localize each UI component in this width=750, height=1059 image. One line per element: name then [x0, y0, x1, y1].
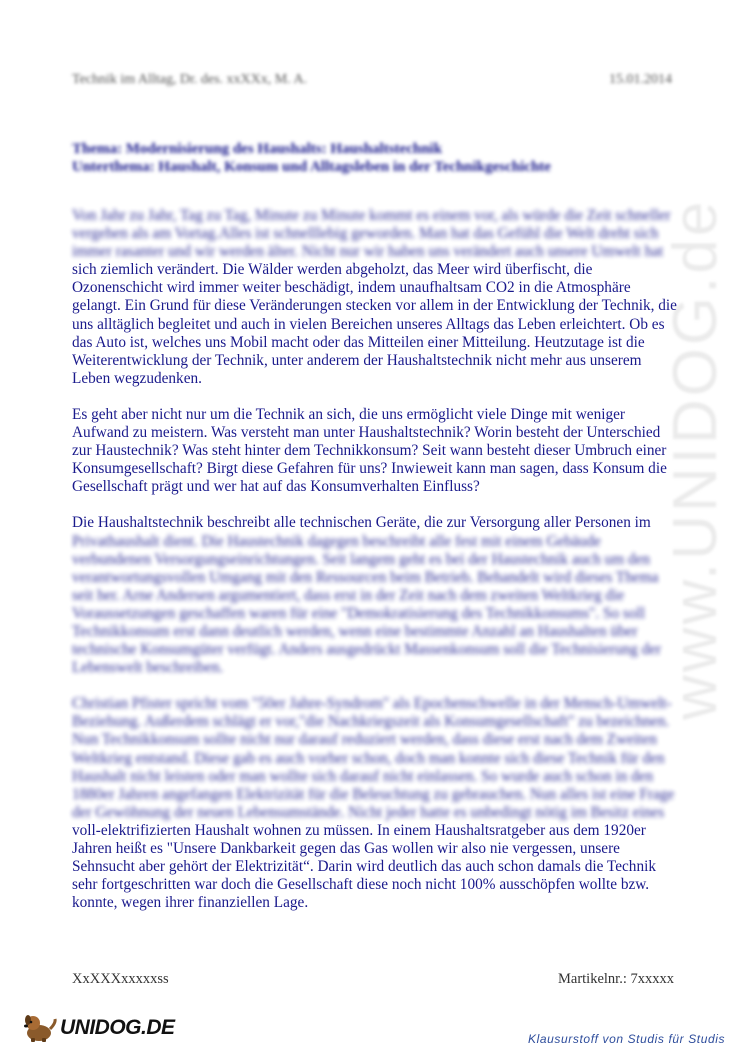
footer-matriculation: Martikelnr.: 7xxxxx: [558, 971, 674, 987]
paragraph-2-text: Es geht aber nicht nur um die Technik an sich, die uns ermöglicht viele Dinge mit weniger Aufwand zu meistern. Was versteht man unter Haushaltstechnik? Worin besteht der Unterschied zur Haustechnik? Was steht hinter dem Technikkonsum? Seit wann besteht dieser Umbruch einer Konsumgesellschaft? Birgt diese Gefahren für uns? Inwieweit kann man sagen, dass Konsum die Gesellschaft prägt und wer hat auf das Konsumverhalten Einfluss?: [72, 405, 667, 496]
header-course: Technik im Alltag, Dr. des. xxXXx, M. A.: [72, 72, 308, 87]
paragraph-4-blurred: Christian Pfister spricht vom "50er Jahre-Syndrom" als Epochenschwelle in der Mensch-Umwelt-Beziehung. Außerdem schlägt er vor,"die Nachkriegszeit als Konsumgesellschaft" zu bezeichnen. Nun Technikkonsum sollte nicht nur darauf reduziert werden, dass diese erst nach dem Zweiten Weltkrieg entstand. Diese gab es auch vorher schon, doch man konnte sich diese Technik für den Haushalt nicht leisten oder man wollte sich darauf nicht einlassen. So wurde auch schon in den 1880er Jahren angefangen Elektrizität für die Beleuchtung zu gebrauchen. Nun alles ist eine Frage der Gewöhnung der neuen Lebensumstände. Nicht jeder hatte es unbedingt nötig im Besitz eines: [72, 695, 675, 821]
topic-title: Thema: Modernisierung des Haushalts: Haushaltstechnik: [72, 141, 443, 157]
tagline: Klausurstoff von Studis für Studis: [528, 1032, 726, 1046]
paragraph-3-blurred: Privathaushalt dient. Die Haustechnik dagegen beschreibt alle fest mit einem Gebäude verbundenen Versorgungseinrichtungen. Seit langem geht es bei der Haustechnik auch um den verantwortungsvollen Umgang mit den Ressourcen beim Betrieb. Behandelt wird dieses Thema seit her. Arne Andersen argumentiert, dass erst in der Zeit nach dem zweiten Weltkrieg die Voraussetzungen geschaffen waren für eine "Demokratisierung des Technikkonsums". So soll Technikkonsum erst dann deutlich werden, wenn eine bestimmte Anzahl an Haushalten über technische Konsumgüter verfügt. Anders ausgedrückt Massenkonsum soll die Technisierung der Lebenswelt beschreiben.: [72, 532, 662, 677]
paragraph-4-text: voll-elektrifizierten Haushalt wohnen zu müssen. In einem Haushaltsratgeber aus dem 1920er Jahren heißt es "Unsere Dankbarkeit gegen das Gas wollen wir also nie vergessen, unsere Sehnsucht aber gehört der Elektrizität“. Darin wird deutlich das auch schon damals die Technik sehr fortgeschritten war doch die Gesellschaft diese noch nicht 100% ausschöpfen wollte bzw. konnte, wegen ihrer finanziellen Lage.: [72, 821, 656, 912]
unidog-logo[interactable]: [22, 1013, 175, 1043]
page-header: [72, 72, 672, 88]
paragraph-2: [72, 406, 682, 496]
footer-author: XxXXXxxxxxss: [72, 971, 169, 987]
logo-text: UNIDOG.DE: [60, 1016, 175, 1039]
dog-icon: [22, 1013, 58, 1043]
paragraph-3-text: Die Haushaltstechnik beschreibt alle technischen Geräte, die zur Versorgung aller Personen im: [72, 514, 651, 532]
paragraph-1-text: sich ziemlich verändert. Die Wälder werden abgeholzt, das Meer wird überfischt, die Ozonenschicht wird immer weiter beschädigt, indem unaufhaltsam CO2 in die Atmosphäre gelangt. Ein Grund für diese Veränderungen stecken vor allem in der Entwicklung der Technik, die uns alltäglich begleitet und auch in vielen Bereichen unseres Alltags das Leben erleichtert. Ob es das Auto ist, welches uns Mobil macht oder das Mitteilen einer Mitteilung. Heutzutage ist die Weiterentwicklung der Technik, unter anderem der Haushaltstechnik nicht mehr aus unserem Leben wegzudenken.: [72, 261, 677, 387]
paragraph-4: [72, 695, 682, 912]
page-footer: [72, 971, 674, 988]
subtopic-title: Unterthema: Haushalt, Konsum und Alltagsleben in der Technikgeschichte: [72, 159, 551, 175]
essay-body: [72, 207, 682, 930]
watermark: www.UNIDOG.de: [661, 198, 730, 720]
header-date: 15.01.2014: [609, 72, 672, 87]
paragraph-3: [72, 514, 682, 677]
paragraph-1-blurred: Von Jahr zu Jahr, Tag zu Tag, Minute zu Minute kommt es einem vor, als würde die Zeit schneller vergehen als am Vortag.Alles ist schnelllebig geworden. Man hat das Gefühl die Welt dreht sich immer rasanter und wir werden älter. Nicht nur wir haben uns verändert auch unsere Umwelt hat: [72, 207, 671, 261]
paragraph-1: [72, 207, 682, 388]
title-block: [72, 140, 672, 176]
